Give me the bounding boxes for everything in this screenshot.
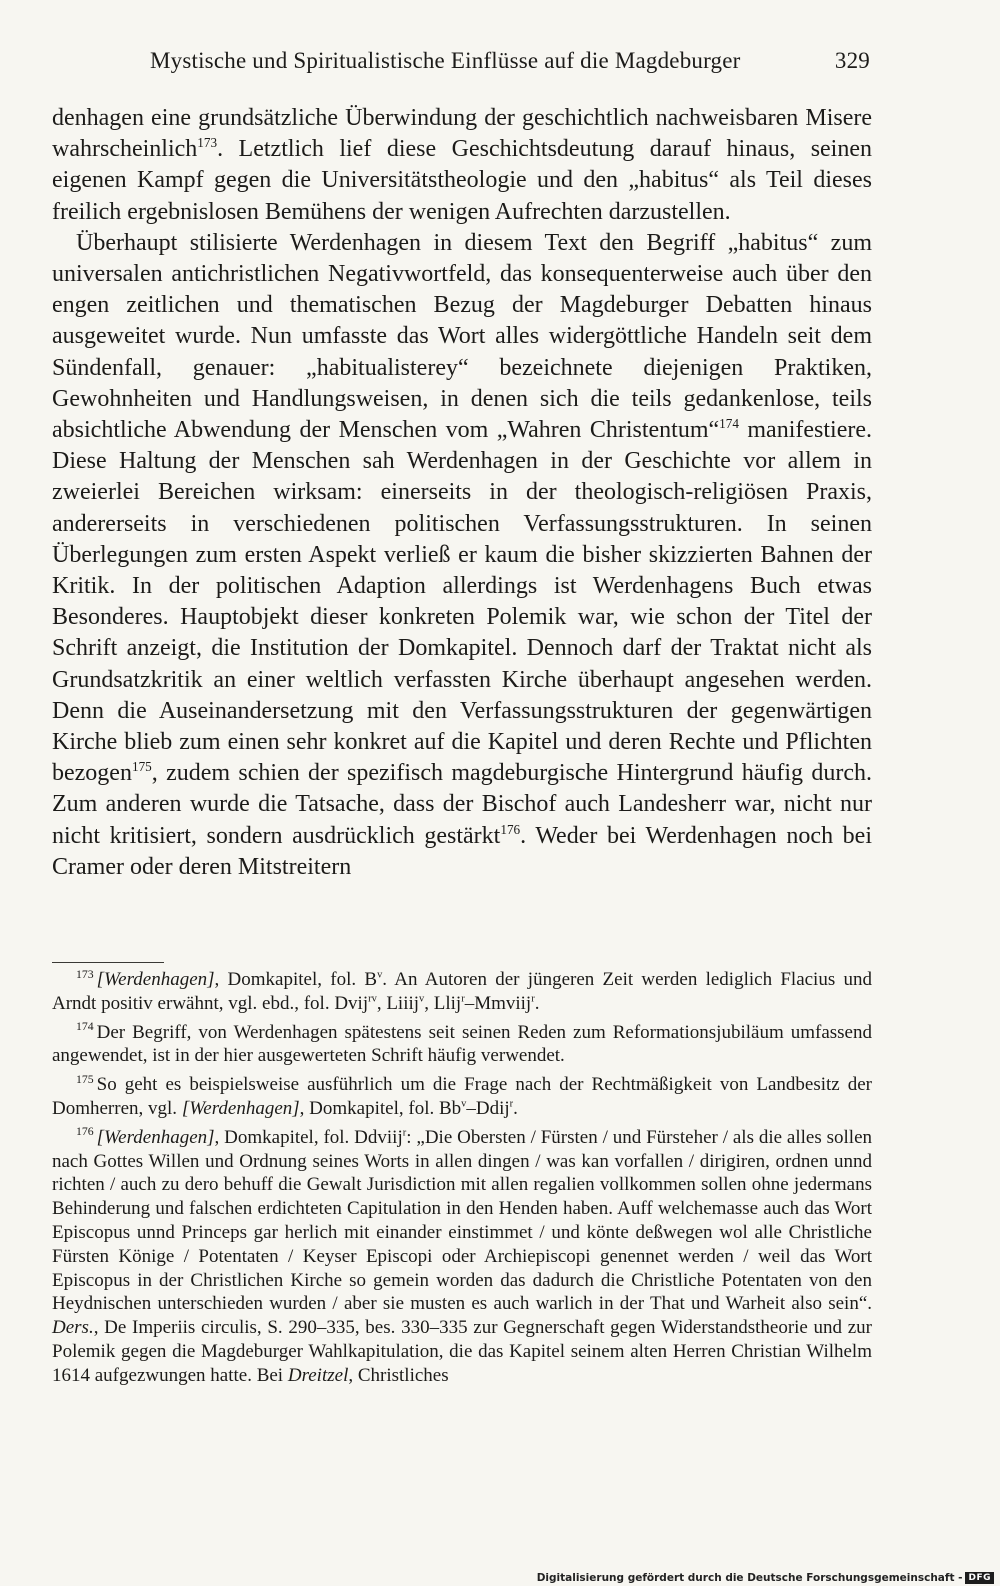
footnote-text: , De Imperiis circulis, S. 290–335, bes. 330–335 zur Gegnerschaft gegen Widerstandstheorie und zur Polemik gegen die Magdeburger Wahlkapitulation, die das Kapitel seinem alten Herren Christian Wilhelm 1614 aufgezwungen hatte. Bei [52,1317,872,1386]
paragraph-text: , zudem schien der spezifisch magdeburgische Hintergrund häufig durch. Zum anderen wurde die Tatsache, dass der Bischof auch Landesherr war, nicht nur nicht kritisiert, sondern ausdrücklich gestärkt [52,760,872,849]
footnote-text: Ders. [52,1317,94,1339]
footnote-text: , Domkapitel, fol. B [214,969,378,990]
footnote-text: –Ddij [466,1097,510,1119]
footnote-text: : „Die Obersten / Fürsten / und Fürsteher / als die alles sollen nach Gottes Willen und Ordnung seines Worts in allen dingen / was kan vorfallen / dirigiren, ordnen unnd richten / auch zu dero behuff die Gewalt Jurisdiction mit allen regalien vollkommen sollen ohne jedermans Behinderung und falschen erdichteten Capitulation in den Henden haben. Auff welchemasse auch das Wort Episcopus unnd Princeps gar herlich mit einander einstimmet / und könte deßwegen wol alle Christliche Fürsten Könige / Potentaten / Keyser Episcopi oder Archiepiscopi genennet werden / weil das Wort Episcopus in der Christlichen Kirche so gemein worden das dadurch die Christliche Potentaten von den Heydnischen unterschieden wurden / aber sie musten es auch warlich in der That und Warheit also sein“. [52,1126,872,1315]
footnote-176 [52,1126,872,1388]
paragraph-text: manifestiere. Diese Haltung der Menschen sah Werdenhagen in der Geschichte vor allem in zweierlei Bereichen wirksam: einerseits in der theologisch-religiösen Praxis, andererseits in verschiedenen politischen Verfassungsstrukturen. In seinen Überlegungen zum ersten Aspekt verließ er kaum die bisher skizzierten Bahnen der Kritik. In der politischen Adaption allerdings ist Werdenhagens Buch etwas Besonderes. Hauptobjekt dieser konkreten Polemik war, wie schon der Titel der Schrift anzeigt, die Institution der Domkapitel. Dennoch darf der Traktat nicht als Grundsatzkritik an einer weltlich verfassten Kirche überhaupt angesehen werden. Denn die Auseinandersetzung mit den Verfassungsstrukturen der gegenwärtigen Kirche blieb zum einen sehr konkret auf die Kapitel und deren Rechte und Pflichten bezogen [52,417,872,787]
footnote-text: r [461,993,465,1005]
footnote-text: . [513,1097,518,1119]
footnote-text: So geht es beispielsweise ausführlich um die Frage nach der Rechtmäßigkeit von Landbesitz der Domherren, vgl. [52,1074,872,1119]
footnote-text: Dreitzel [287,1364,349,1386]
paragraph-text: . Weder bei Werdenhagen noch bei Cramer oder deren Mitstreitern [52,822,872,880]
body-text [52,103,872,883]
footnote-text: , Domkapitel, fol. Ddviij [214,1126,403,1148]
footnote-173 [52,968,872,1016]
footnote-ref-175: 175 [131,759,152,775]
footnote-number: 174 [76,1020,94,1034]
footnote-divider [52,962,164,963]
footnote-text: r [402,1127,407,1139]
footnote-text: . An Autoren der jüngeren Zeit werden lediglich Flacius und Arndt positiv erwähnt, vgl. ebd., fol. Dvij [52,969,873,1014]
footnote-text: . [534,992,540,1014]
footnote-number: 175 [76,1072,94,1086]
footnote-text: rv [368,993,377,1005]
footnote-text: r [531,993,535,1005]
footer-text: Digitalisierung gefördert durch die Deutsche Forschungsgemeinschaft - [536,1572,963,1584]
footnote-text: , Domkapitel, fol. Bb [299,1097,462,1119]
paragraph-text: . Letztlich lief diese Geschichtsdeutung darauf hinaus, seinen eigenen Kampf gegen die Universitätstheologie und den „habitus“ als Teil dieses freilich ergebnislosen Bemühens der wenigen Aufrechten darzustellen. [52,136,872,225]
digitization-footer [537,1572,994,1584]
footnote-number: 176 [76,1125,94,1139]
footnote-text: v [461,1098,467,1110]
footnote-text: v [377,969,383,981]
footnote-text: [Werdenhagen] [96,969,215,990]
footnote-ref-173: 173 [197,135,218,151]
running-title: Mystische und Spiritualistische Einflüsse auf die Magdeburger [150,48,741,73]
footnote-text: [Werdenhagen] [181,1097,300,1119]
footnote-ref-176: 176 [500,821,521,837]
footnote-number: 173 [76,967,94,981]
dfg-logo: DFG [965,1572,994,1584]
footnote-text: v [419,993,425,1005]
paragraph-1 [52,103,872,228]
paragraph-text: denhagen eine grundsätzliche Überwindung der geschichtlich nachweisbaren Misere wahrscheinlich [52,105,872,163]
footnote-ref-174: 174 [719,416,739,432]
footnote-175 [52,1073,872,1121]
footnote-174 [52,1021,872,1069]
footnote-text: [Werdenhagen] [96,1126,215,1148]
footnote-text: , Liiij [376,992,420,1014]
footnote-text: r [509,1098,514,1110]
paragraph-text: Überhaupt stilisierte Werdenhagen in diesem Text den Begriff „habitus“ zum universalen antichristlichen Negativwortfeld, das konsequenterweise auch über den engen zeitlichen und thematischen Bezug der Magdeburger Debatten hinaus ausgeweitet wurde. Nun umfasste das Wort alles widergöttliche Handeln seit dem Sündenfall, genauer: „habitualisterey“ bezeichnete diejenigen Praktiken, Gewohnheiten und Handlungsweisen, in denen sich die teils gedankenlose, teils absichtliche Abwendung der Menschen vom „Wahren Christentum“ [52,229,872,444]
footnote-text: , Christliches [348,1364,449,1386]
footnote-text: , Llij [424,992,462,1014]
footnote-text: –Mmviij [464,992,532,1014]
page-number: 329 [834,48,870,73]
paragraph-2 [52,228,872,883]
footnote-text: Der Begriff, von Werdenhagen spätestens seit seinen Reden zum Reformationsjubiläum umfassend angewendet, ist in der hier ausgewerteten Schrift häufig verwendet. [52,1021,872,1067]
footnotes [52,968,872,1393]
